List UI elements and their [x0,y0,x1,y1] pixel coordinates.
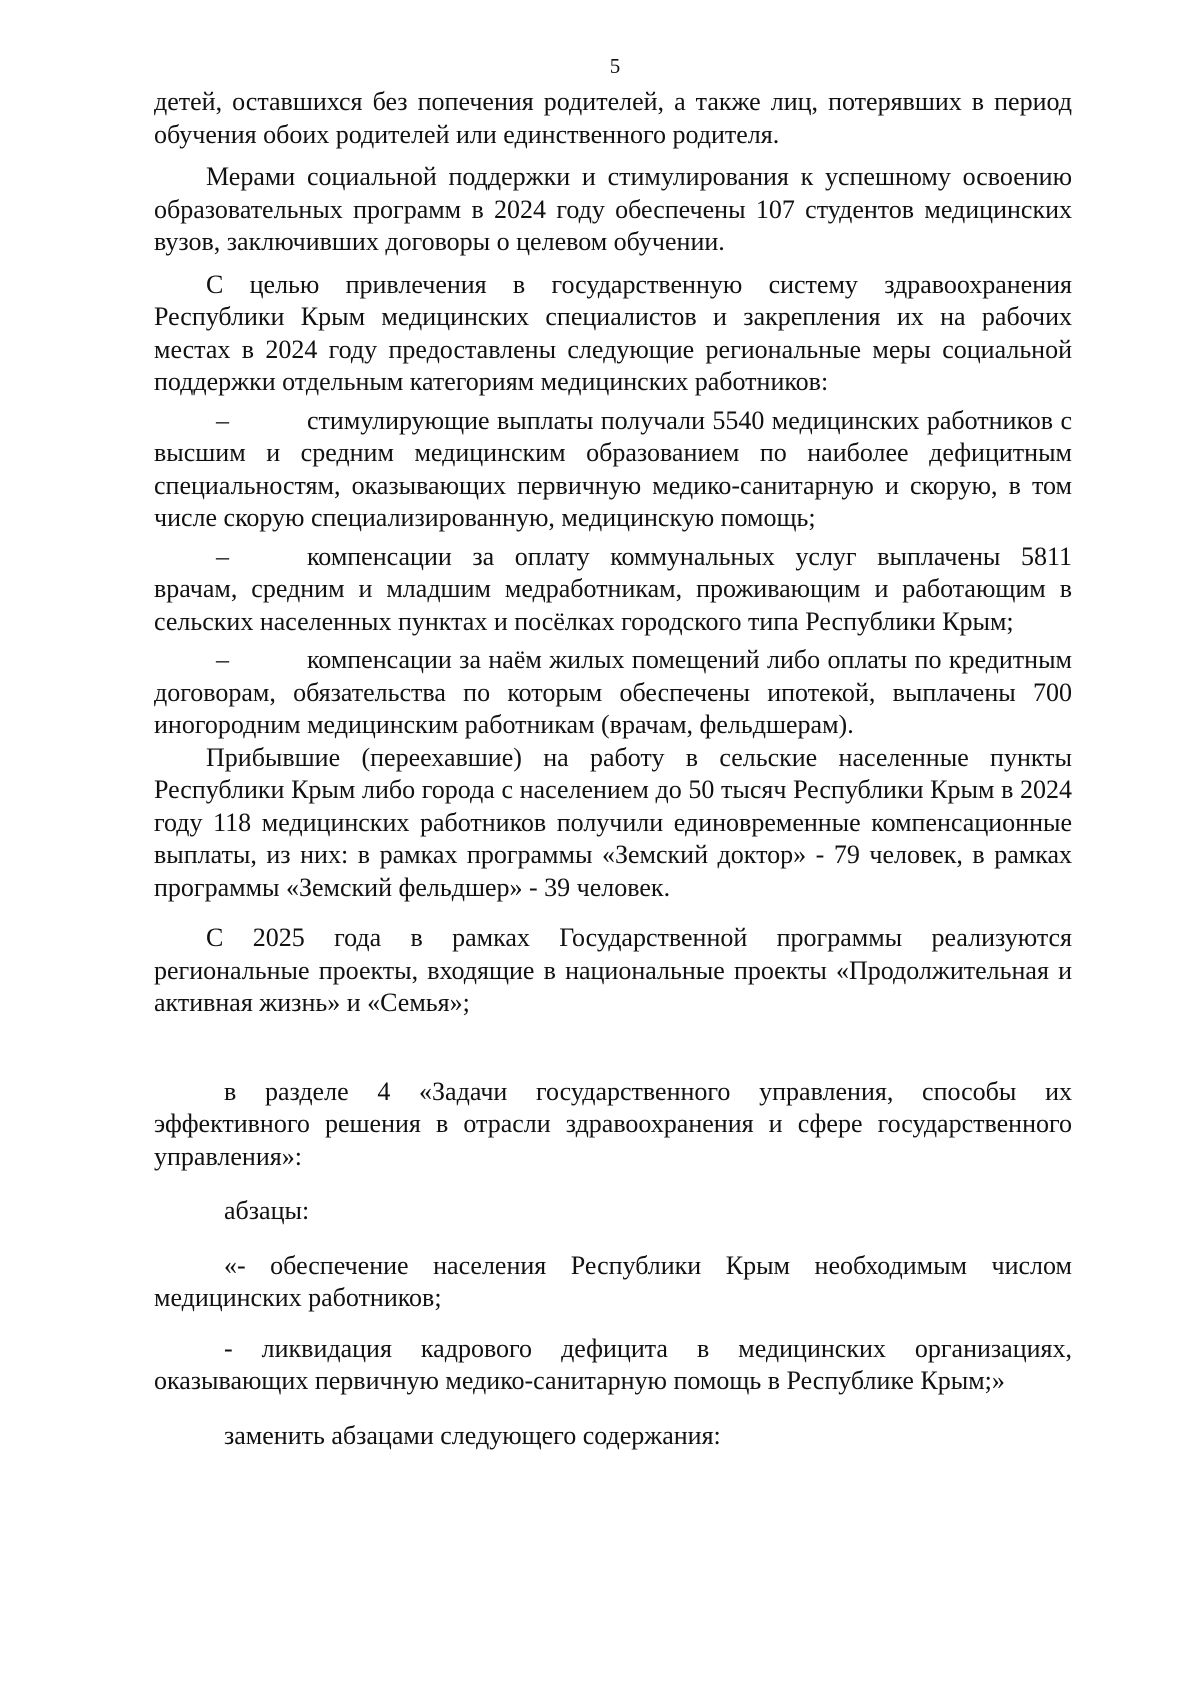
paragraph-section-4-amendment: в разделе 4 «Задачи государственного управления, способы их эффективного решения в отрасли здравоохранения и сфере государственного управления»: [154,1076,1072,1171]
quoted-item-deficit: - ликвидация кадрового дефицита в медицинских организациях, оказывающих первичную медико-санитарную помощь в Республике Крым;» [154,1333,1072,1395]
list-item-utility-compensation: – компенсации за оплату коммунальных услуг выплачены 5811 врачам, средним и младшим медработникам, проживающим и работающим в сельских населенных пунктах и посёлках городского типа Республики Крым; [154,541,1072,636]
quoted-item-staffing: «- обеспечение населения Республики Крым необходимым числом медицинских работников; [154,1250,1072,1312]
paragraph-support-measures-intro: С целью привлечения в государственную систему здравоохранения Республики Крым медицинских специалистов и закрепления их на рабочих местах в 2024 году предоставлены следующие региональные меры социальной поддержки отдельным категориям медицинских работников: [154,269,1072,396]
paragraph-student-support: Мерами социальной поддержки и стимулирования к успешному освоению образовательных программ в 2024 году обеспечены 107 студентов медицинских вузов, заключивших договоры о целевом обучении. [154,162,1072,256]
list-item-incentive-payments: – стимулирующие выплаты получали 5540 медицинских работников с высшим и средним медицинским образованием по наиболее дефицитным специальностям, оказывающих первичную медико-санитарную и скорую, в том числе скорую специализированную, медицинскую помощь; [154,405,1072,532]
paragraph-replace-with: заменить абзацами следующего содержания: [224,1420,721,1450]
document-body [154,86,1072,1452]
list-item-housing-compensation: – компенсации за наём жилых помещений либо оплаты по кредитным договорам, обязательства по которым обеспечены ипотекой, выплачены 700 иногородним медицинским работникам (врачам, фельдшерам). [154,645,1072,739]
paragraph-abzatsy: абзацы: [224,1196,310,1225]
paragraph-orphans-continuation: детей, оставшихся без попечения родителей, а также лиц, потерявших в период обучения обоих родителей или единственного родителя. [154,87,1072,149]
paragraph-zemsky-programs: Прибывшие (переехавшие) на работу в сельские населенные пункты Республики Крым либо города с населением до 50 тысяч Республики Крым в 2024 году 118 медицинских работников получили единовременные компенсационные выплаты, из них: в рамках программы «Земский доктор» - 79 человек, в рамках программы «Земский фельдшер» - 39 человек. [154,742,1072,902]
page-number: 5 [609,54,621,78]
paragraph-regional-projects: С 2025 года в рамках Государственной программы реализуются региональные проекты, входящие в национальные проекты «Продолжительная и активная жизнь» и «Семья»; [154,923,1072,1017]
